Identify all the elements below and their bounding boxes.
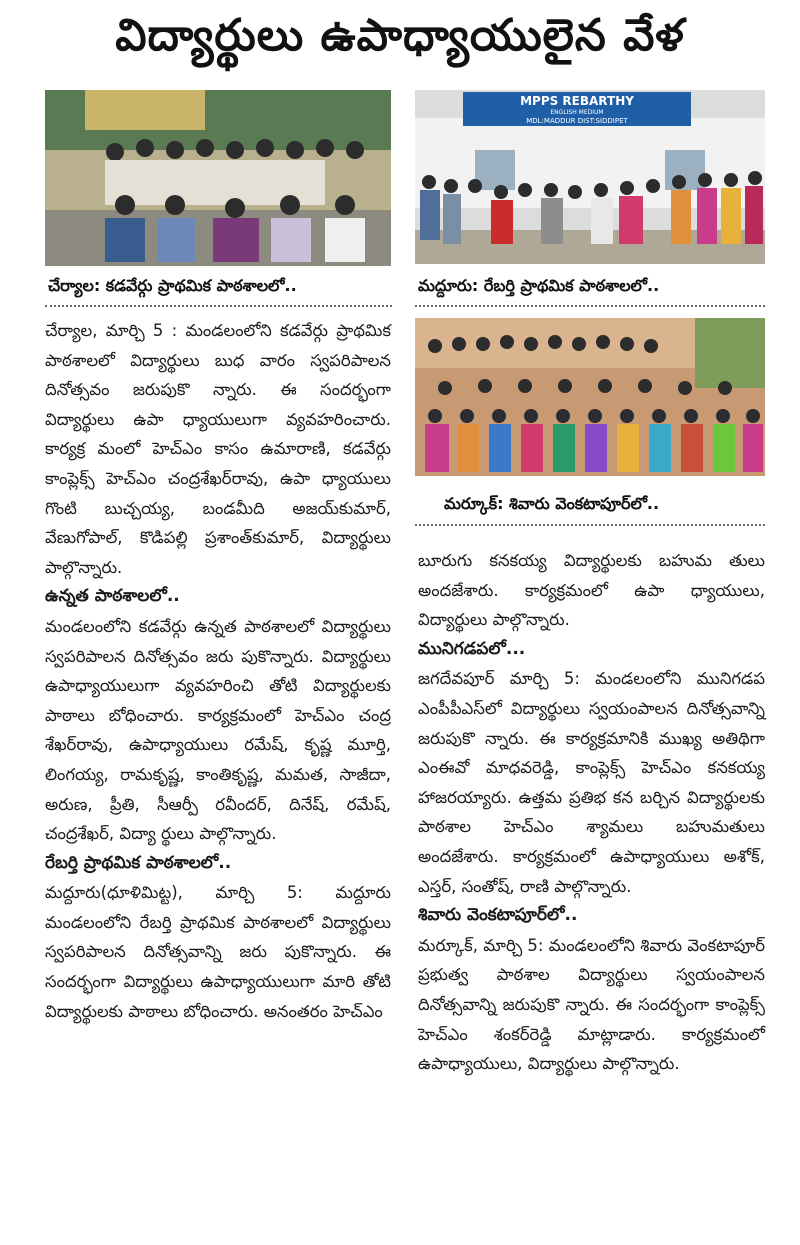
caption-rule-markook bbox=[415, 524, 765, 526]
right-paragraph-1: బూరుగు కనకయ్య విద్యార్థులకు బహుమ తులు అందజేశారు. కార్యక్రమంలో ఉపా ధ్యాయులు, విద్యార్థులు పాల్గొన్నారు. bbox=[418, 551, 765, 630]
left-paragraph-3: మద్దూరు(ధూళిమిట్ట), మార్చి 5: మద్దూరు మండలంలోని రేబర్తి ప్రాథమిక పాఠశాలలో విద్యార్థులు స్వపరిపాలన దినోత్సవాన్ని జరు పుకొన్నారు. ఈ సందర్భంగా విద్యార్థులు ఉపాధ్యాయులుగా మారి తోటి విద్యార్థులకు పాఠాలు బోధించారు. అనంతరం హెచ్‌ఎం bbox=[45, 883, 391, 1021]
headline: విద్యార్థులు ఉపాధ్యాయులైన వేళ bbox=[115, 10, 685, 61]
right-subheading-3: శివారు వెంకటాపూర్‌లో.. bbox=[418, 905, 578, 926]
right-paragraph-3: మర్కూక్, మార్చి 5: మండలంలోని శివారు వెంకటాపూర్ ప్రభుత్వ పాఠశాల విద్యార్థులు స్వయంపాలన దినోత్సవాన్ని జరుపుకొ న్నారు. ఈ సందర్భంగా కాంప్లెక్స్ హెచ్‌ఎం శంకర్‌రెడ్డి మాట్లాడారు. కార్యక్రమంలో ఉపాధ్యాయులు, విద్యార్థులు పాల్గొన్నారు. bbox=[418, 935, 765, 1074]
caption-rule-rebarthy bbox=[415, 305, 765, 307]
sign-line-3: MDL:MADDUR DIST:SIDDIPET bbox=[526, 117, 628, 125]
right-paragraph-2: జగదేవపూర్ మార్చి 5: మండలంలోని మునిగడప ఎంపీపీఎస్‌లో విద్యార్థులు స్వయంపాలన దినోత్సవాన్ని జరుపుకొ న్నారు. ఈ కార్యక్రమానికి ముఖ్య అతిథిగా ఎంఈవో మాధవరెడ్డి, కాంప్లెక్స్ హెచ్‌ఎం కనకయ్య హాజరయ్యారు. ఉత్తమ ప్రతిభ కన బర్చిన విద్యార్థులకు పాఠశాల హెచ్‌ఎం శ్యామలు బహుమతులు అందజేశారు. కార్యక్రమంలో ఉపాధ్యాయులు అశోక్, ఎస్తర్, సంతోష్, రాణి పాల్గొన్నారు. bbox=[418, 669, 765, 896]
photo-cheryala-group bbox=[45, 90, 391, 266]
left-paragraph-1: చేర్యాల, మార్చి 5 : మండలంలోని కడవేర్గు ప్రాథమిక పాఠశాలలో విద్యార్థులు బుధ వారం స్వపరిపాలన దినోత్సవం జరుపుకొ న్నారు. ఈ సందర్భంగా విద్యార్థులు ఉపా ధ్యాయులుగా వ్యవహరించారు. కార్యక్ర మంలో హెచ్‌ఎం కాసం ఉమారాణి, కడవేర్గు కాంప్లెక్స్ హెచ్‌ఎం చంద్రశేఖర్‌రావు, ఉపా ధ్యాయులు గొంటి బుచ్చయ్య, బండమీది అజయ్‌కుమార్, వేణుగోపాల్, కొడిపల్లి ప్రశాంత్‌కుమార్, విద్యార్థులు పాల్గొన్నారు. bbox=[45, 321, 391, 577]
right-subheading-2: మునిగడపలో... bbox=[418, 638, 526, 659]
left-subheading-3: రేబర్తి ప్రాథమిక పాఠశాలలో.. bbox=[45, 852, 232, 873]
photo-rebarthy-school bbox=[415, 90, 765, 264]
sign-line-1: MPPS REBARTHY bbox=[520, 94, 634, 108]
caption-rebarthy: మద్దూరు: రేబర్తి ప్రాథమిక పాఠశాలలో.. bbox=[418, 276, 660, 295]
photo-markook-group bbox=[415, 318, 765, 476]
left-subheading-2: ఉన్నత పాఠశాలలో.. bbox=[45, 586, 180, 607]
left-paragraph-2: మండలంలోని కడవేర్గు ఉన్నత పాఠశాలలో విద్యార్థులు స్వపరిపాలన దినోత్సవం జరు పుకొన్నారు. విద్యార్థులు ఉపాధ్యాయులుగా వ్యవహరించి తోటి విద్యార్థులకు పాఠాలు బోధించారు. కార్యక్రమంలో హెచ్‌ఎం చంద్ర శేఖర్‌రావు, ఉపాధ్యాయులు రమేష్, కృష్ణ మూర్తి, లింగయ్య, రామకృష్ణ, కాంతికృష్ణ, మమత, సాజీదా, అరుణ, ప్రీతి, సీఆర్పీ రవీందర్, దినేష్, రమేష్, చంద్రశేఖర్, విద్యా ర్థులు పాల్గొన్నారు. bbox=[45, 616, 391, 844]
sign-line-2: ENGLISH MEDIUM bbox=[550, 109, 604, 116]
caption-markook: మర్కూక్: శివారు వెంకటాపూర్‌లో.. bbox=[444, 494, 660, 513]
caption-rule-cheryala bbox=[45, 305, 392, 307]
left-column-article bbox=[45, 316, 391, 1026]
caption-cheryala: చేర్యాల: కడవేర్గు ప్రాథమిక పాఠశాలలో.. bbox=[48, 276, 297, 295]
right-column-article bbox=[418, 546, 765, 1079]
